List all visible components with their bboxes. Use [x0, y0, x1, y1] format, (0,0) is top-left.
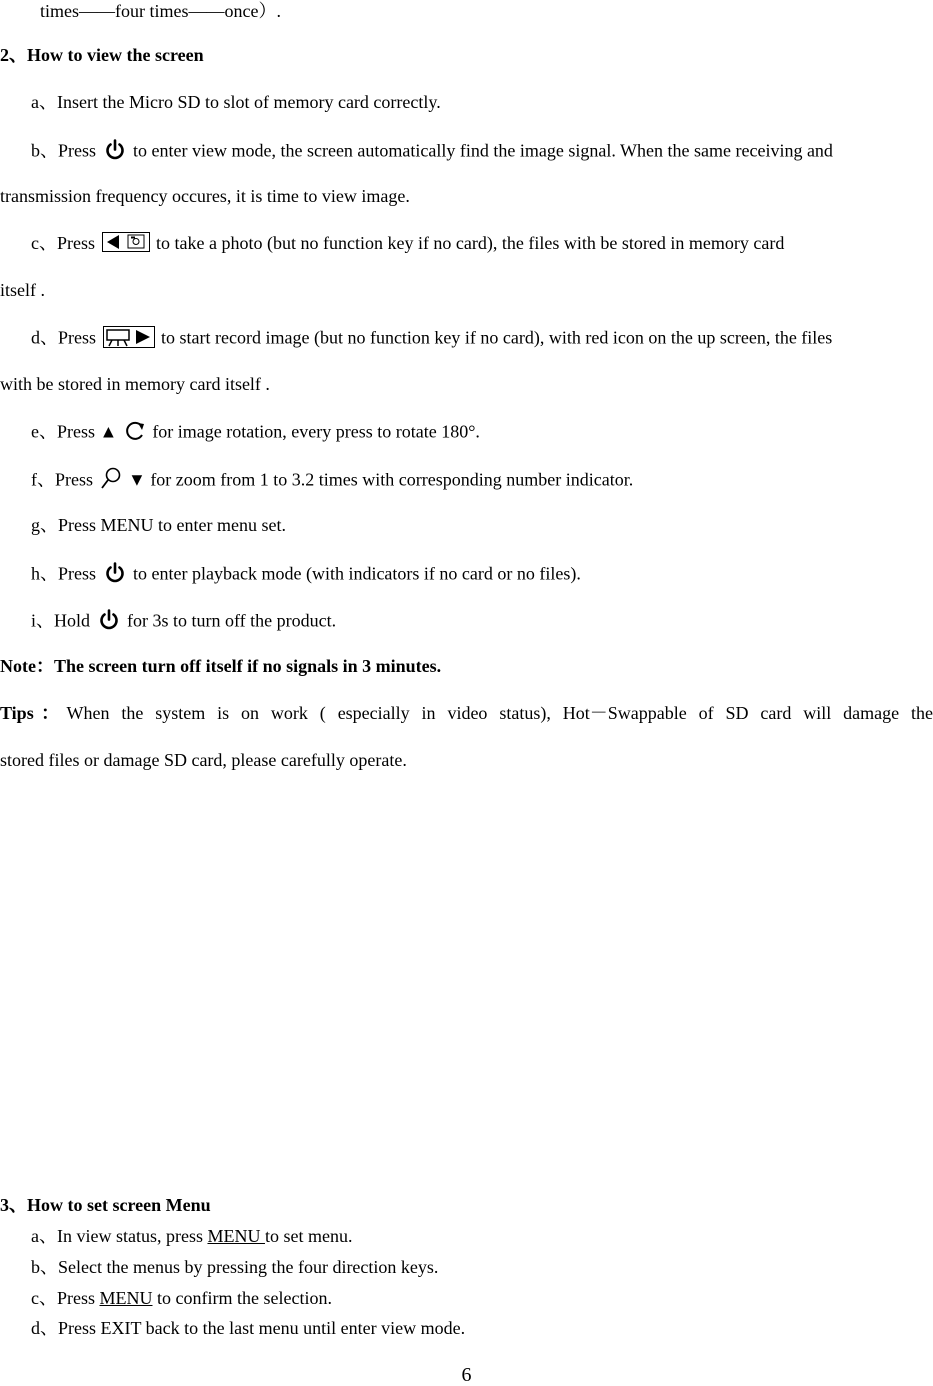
power-icon	[103, 138, 127, 167]
power-icon	[103, 561, 127, 590]
step-3c	[31, 1287, 332, 1309]
menu-key-label: MENU	[207, 1226, 265, 1246]
note-label: Note：	[0, 656, 54, 676]
step-2e	[31, 420, 480, 447]
left-photo-key-icon	[102, 232, 150, 257]
step-3c-prefix: c、Press	[31, 1288, 100, 1308]
step-2b-prefix: b、Press	[31, 140, 97, 161]
rotate-icon	[124, 420, 146, 447]
tips-line2: stored files or damage SD card, please carefully operate.	[0, 750, 407, 770]
step-2i-text: for 3s to turn off the product.	[127, 610, 337, 631]
zoom-magnifier-icon	[100, 467, 122, 496]
step-2e-text: for image rotation, every press to rotate 180°.	[152, 421, 480, 442]
step-2d-text: to start record image (but no function key if no card), with red icon on the up screen, the files	[161, 327, 833, 348]
step-2e-prefix: e、Press ▲	[31, 421, 118, 442]
step-2h-text: to enter playback mode (with indicators if no card or no files).	[133, 563, 581, 584]
step-2b	[31, 138, 833, 167]
step-2g: g、Press MENU to enter menu set.	[31, 515, 286, 535]
step-2b-text: to enter view mode, the screen automatically find the image signal. When the same receiving and	[133, 140, 833, 161]
step-3d: d、Press EXIT back to the last menu until enter view mode.	[31, 1318, 466, 1338]
section-3-heading: 3、How to set screen Menu	[0, 1195, 211, 1215]
step-2d	[31, 326, 832, 353]
record-video-key-icon	[103, 326, 155, 353]
step-2h	[31, 561, 581, 590]
section-2-heading: 2、How to view the screen	[0, 45, 204, 65]
step-3a-prefix: a、In view status, press	[31, 1226, 208, 1246]
tips-text: When the system is on work ( especially in video status), Hot－Swappable of SD card will damage the	[66, 703, 933, 723]
step-3a	[31, 1225, 352, 1247]
tips-line	[0, 702, 933, 724]
step-2f-text: ▼ for zoom from 1 to 3.2 times with corresponding number indicator.	[128, 469, 634, 490]
step-3c-text: to confirm the selection.	[152, 1288, 332, 1308]
menu-key-label: MENU	[99, 1288, 153, 1308]
step-2c-text: to take a photo (but no function key if no card), the files with be stored in memory card	[156, 233, 785, 253]
step-2b-line2: transmission frequency occures, it is time to view image.	[0, 186, 410, 206]
step-2f-prefix: f、Press	[31, 469, 93, 490]
step-2c-line2: itself .	[0, 280, 45, 300]
step-2d-prefix: d、Press	[31, 327, 97, 348]
step-3b: b、Select the menus by pressing the four direction keys.	[31, 1257, 439, 1277]
step-2d-line2: with be stored in memory card itself .	[0, 374, 270, 394]
continuation-text: times——four times——once）.	[40, 1, 281, 21]
step-2c-prefix: c、Press	[31, 233, 95, 253]
step-3a-text: to set menu.	[264, 1226, 353, 1246]
page-number: 6	[461, 1364, 472, 1386]
note-text: The screen turn off itself if no signals in 3 minutes.	[53, 656, 442, 676]
note-line	[0, 655, 441, 677]
tips-label: Tips：	[0, 703, 67, 723]
step-2c	[31, 232, 784, 257]
power-icon	[97, 608, 121, 637]
step-2i-prefix: i、Hold	[31, 610, 91, 631]
step-2h-prefix: h、Press	[31, 563, 97, 584]
step-2i	[31, 608, 336, 637]
step-2f	[31, 467, 633, 496]
step-2a: a、Insert the Micro SD to slot of memory card correctly.	[31, 92, 441, 112]
